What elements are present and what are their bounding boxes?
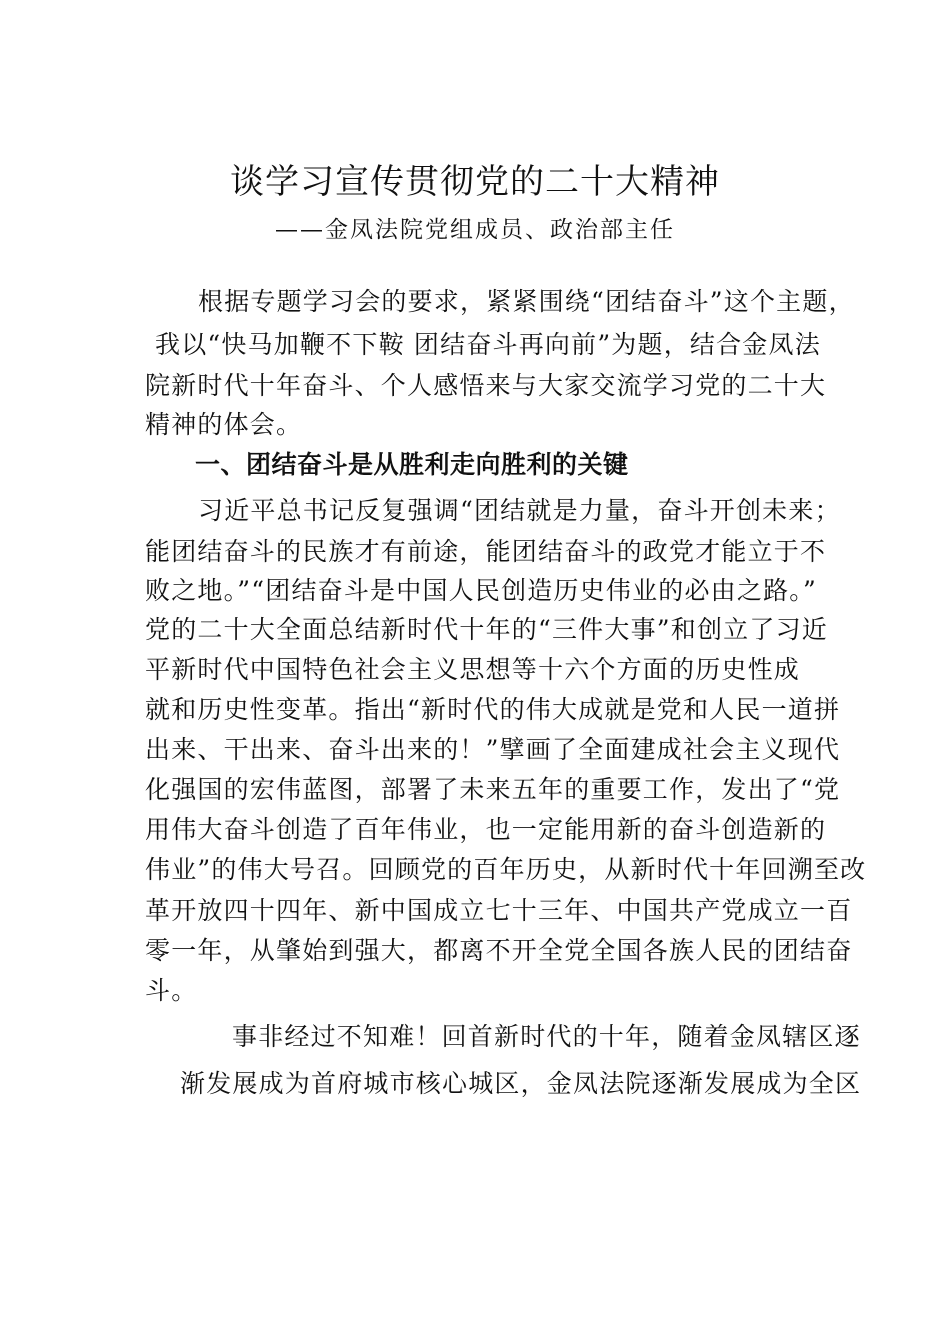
- body-line: 化强国的宏伟蓝图，部署了未来五年的重要工作，发出了“党: [145, 775, 841, 804]
- body-line: 党的二十大全面总结新时代十年的“三件大事”和创立了习近: [145, 615, 828, 644]
- closing-line: 渐发展成为首府城市核心城区，金凤法院逐渐发展成为全区: [180, 1069, 862, 1098]
- intro-line: 院新时代十年奋斗、个人感悟来与大家交流学习党的二十大: [145, 371, 827, 400]
- body-line: 出来、干出来、奋斗出来的！”擘画了全面建成社会主义现代: [145, 735, 841, 764]
- document-title: 谈学习宣传贯彻党的二十大精神: [230, 162, 720, 202]
- body-line: 革开放四十四年、新中国成立七十三年、中国共产党成立一百: [145, 896, 853, 925]
- section-heading: 一、团结奋斗是从胜利走向胜利的关键: [195, 450, 629, 479]
- body-line: 败之地。”“团结奋斗是中国人民创造历史伟业的必由之路。”: [145, 576, 817, 605]
- body-line: 零一年，从肇始到强大，都离不开全党全国各族人民的团结奋: [145, 936, 853, 965]
- body-line: 习近平总书记反复强调“团结就是力量，奋斗开创未来；: [198, 496, 841, 525]
- body-line: 斗。: [145, 976, 198, 1005]
- body-line: 就和历史性变革。指出“新时代的伟大成就是党和人民一道拼: [145, 695, 841, 724]
- intro-line: 精神的体会。: [145, 410, 303, 439]
- document-subtitle: ——金凤法院党组成员、政治部主任: [275, 217, 675, 243]
- intro-line: 根据专题学习会的要求，紧紧围绕“团结奋斗”这个主题，: [198, 287, 855, 316]
- intro-line: 我以“快马加鞭不下鞍 团结奋斗再向前”为题，结合金凤法: [155, 330, 821, 359]
- closing-line: 事非经过不知难！回首新时代的十年，随着金凤辖区逐: [232, 1022, 861, 1051]
- body-line: 平新时代中国特色社会主义思想等十六个方面的历史性成: [145, 655, 801, 684]
- body-line: 用伟大奋斗创造了百年伟业，也一定能用新的奋斗创造新的: [145, 815, 827, 844]
- body-line: 能团结奋斗的民族才有前途，能团结奋斗的政党才能立于不: [145, 537, 827, 566]
- body-line: 伟业”的伟大号召。回顾党的百年历史，从新时代十年回溯至改: [145, 855, 867, 884]
